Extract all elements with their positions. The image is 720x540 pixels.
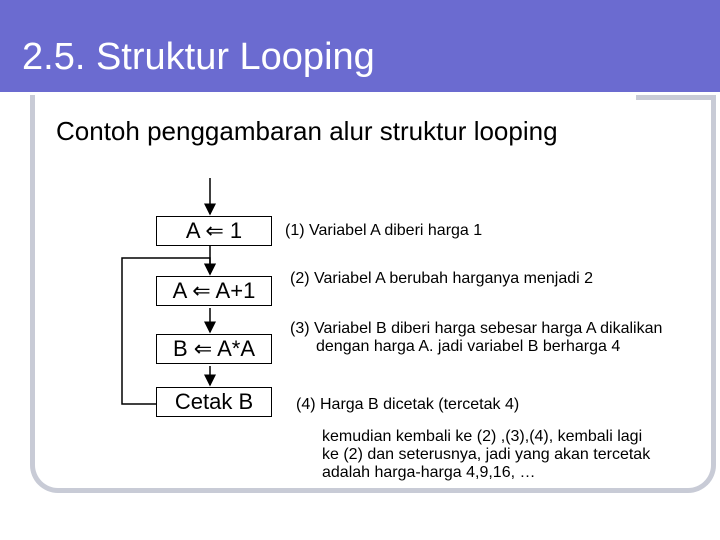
- page-title: 2.5. Struktur Looping: [22, 36, 375, 78]
- flow-box-increment: A ⇐ A+1: [156, 276, 272, 306]
- note-4: (4) Harga B dicetak (tercetak 4): [296, 396, 520, 413]
- flow-box-multiply: B ⇐ A*A: [156, 334, 272, 364]
- note-1: (1) Variabel A diberi harga 1: [285, 222, 483, 239]
- note-3: (3) Variabel B diberi harga sebesar harga A dikalikan dengan harga A. jadi variabel B berharga 4: [290, 320, 663, 355]
- subtitle: Contoh penggambaran alur struktur looping: [56, 116, 558, 146]
- flow-box-print: Cetak B: [156, 387, 272, 417]
- note-5: kemudian kembali ke (2) ,(3),(4), kembali lagi ke (2) dan seterusnya, jadi yang akan tercetak adalah harga-harga 4,9,16, …: [322, 428, 651, 481]
- flow-box-init: A ⇐ 1: [156, 216, 272, 246]
- note-2: (2) Variabel A berubah harganya menjadi 2: [290, 270, 594, 287]
